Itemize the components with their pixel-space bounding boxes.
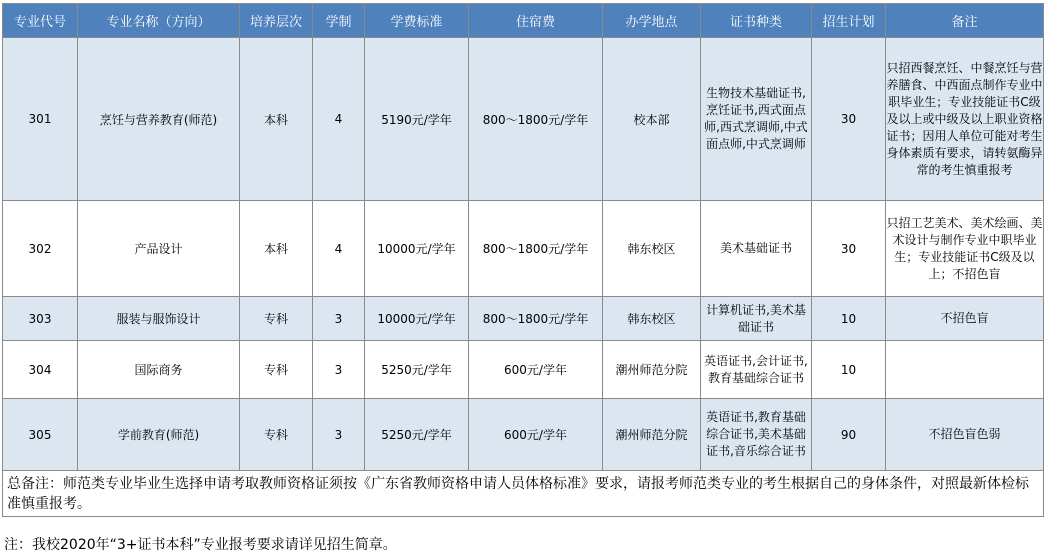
cell-note: 不招色盲色弱 (886, 399, 1044, 471)
table-header-row (3, 4, 1044, 38)
col-header-years: 学制 (313, 4, 365, 38)
cell-tuition: 5250元/学年 (365, 399, 469, 471)
cell-level: 专科 (240, 341, 313, 399)
cell-name: 服装与服饰设计 (78, 297, 240, 341)
cell-certs: 英语证书,会计证书,教育基础综合证书 (701, 341, 812, 399)
table-row (3, 201, 1044, 297)
cell-note: 只招工艺美术、美术绘画、美术设计与制作专业中职毕业生；专业技能证书C级及以上；不招色盲 (886, 201, 1044, 297)
cell-tuition: 5250元/学年 (365, 341, 469, 399)
col-header-tuition: 学费标准 (365, 4, 469, 38)
cell-lodging: 600元/学年 (469, 399, 603, 471)
cell-note: 不招色盲 (886, 297, 1044, 341)
cell-code: 302 (3, 201, 78, 297)
cell-plan: 30 (812, 201, 886, 297)
col-header-plan: 招生计划 (812, 4, 886, 38)
cell-lodging: 600元/学年 (469, 341, 603, 399)
cell-location: 潮州师范分院 (603, 341, 701, 399)
admissions-table (2, 3, 1044, 517)
cell-certs: 英语证书,教育基础综合证书,美术基础证书,音乐综合证书 (701, 399, 812, 471)
cell-level: 本科 (240, 201, 313, 297)
cell-code: 303 (3, 297, 78, 341)
table-row (3, 297, 1044, 341)
table-row (3, 341, 1044, 399)
cell-tuition: 10000元/学年 (365, 201, 469, 297)
col-header-lodging: 住宿费 (469, 4, 603, 38)
col-header-location: 办学地点 (603, 4, 701, 38)
cell-code: 304 (3, 341, 78, 399)
cell-certs: 生物技术基础证书,烹饪证书,西式面点师,西式烹调师,中式面点师,中式烹调师 (701, 38, 812, 201)
cell-location: 校本部 (603, 38, 701, 201)
cell-plan: 90 (812, 399, 886, 471)
col-header-certs: 证书种类 (701, 4, 812, 38)
cell-note (886, 341, 1044, 399)
cell-name: 国际商务 (78, 341, 240, 399)
cell-tuition: 5190元/学年 (365, 38, 469, 201)
cell-location: 韩东校区 (603, 297, 701, 341)
col-header-note: 备注 (886, 4, 1044, 38)
cell-certs: 美术基础证书 (701, 201, 812, 297)
cell-years: 3 (313, 297, 365, 341)
cell-location: 潮州师范分院 (603, 399, 701, 471)
cell-level: 本科 (240, 38, 313, 201)
table-row (3, 399, 1044, 471)
cell-plan: 10 (812, 297, 886, 341)
cell-certs: 计算机证书,美术基础证书 (701, 297, 812, 341)
bottom-note: 注：我校2020年“3+证书本科”专业报考要求请详见招生简章。 (4, 537, 397, 553)
cell-years: 3 (313, 341, 365, 399)
general-note: 总备注：师范类专业毕业生选择申请考取教师资格证须按《广东省教师资格申请人员体格标准》要求，请报考师范类专业的考生根据自己的身体条件，对照最新体检标准慎重报考。 (3, 471, 1044, 517)
col-header-code: 专业代号 (3, 4, 78, 38)
cell-years: 4 (313, 38, 365, 201)
table-row (3, 38, 1044, 201)
cell-code: 305 (3, 399, 78, 471)
cell-level: 专科 (240, 399, 313, 471)
cell-location: 韩东校区 (603, 201, 701, 297)
cell-name: 烹饪与营养教育(师范) (78, 38, 240, 201)
general-note-row (3, 471, 1044, 517)
col-header-name: 专业名称（方向） (78, 4, 240, 38)
cell-years: 3 (313, 399, 365, 471)
cell-lodging: 800～1800元/学年 (469, 38, 603, 201)
cell-lodging: 800～1800元/学年 (469, 201, 603, 297)
col-header-level: 培养层次 (240, 4, 313, 38)
cell-tuition: 10000元/学年 (365, 297, 469, 341)
cell-code: 301 (3, 38, 78, 201)
cell-name: 学前教育(师范) (78, 399, 240, 471)
cell-name: 产品设计 (78, 201, 240, 297)
cell-plan: 10 (812, 341, 886, 399)
cell-note: 只招西餐烹饪、中餐烹饪与营养膳食、中西面点制作专业中职毕业生；专业技能证书C级及以上或中级及以上职业资格证书；因用人单位可能对考生身体素质有要求，请转氨酶异常的考生慎重报考 (886, 38, 1044, 201)
cell-plan: 30 (812, 38, 886, 201)
cell-lodging: 800～1800元/学年 (469, 297, 603, 341)
cell-years: 4 (313, 201, 365, 297)
cell-level: 专科 (240, 297, 313, 341)
